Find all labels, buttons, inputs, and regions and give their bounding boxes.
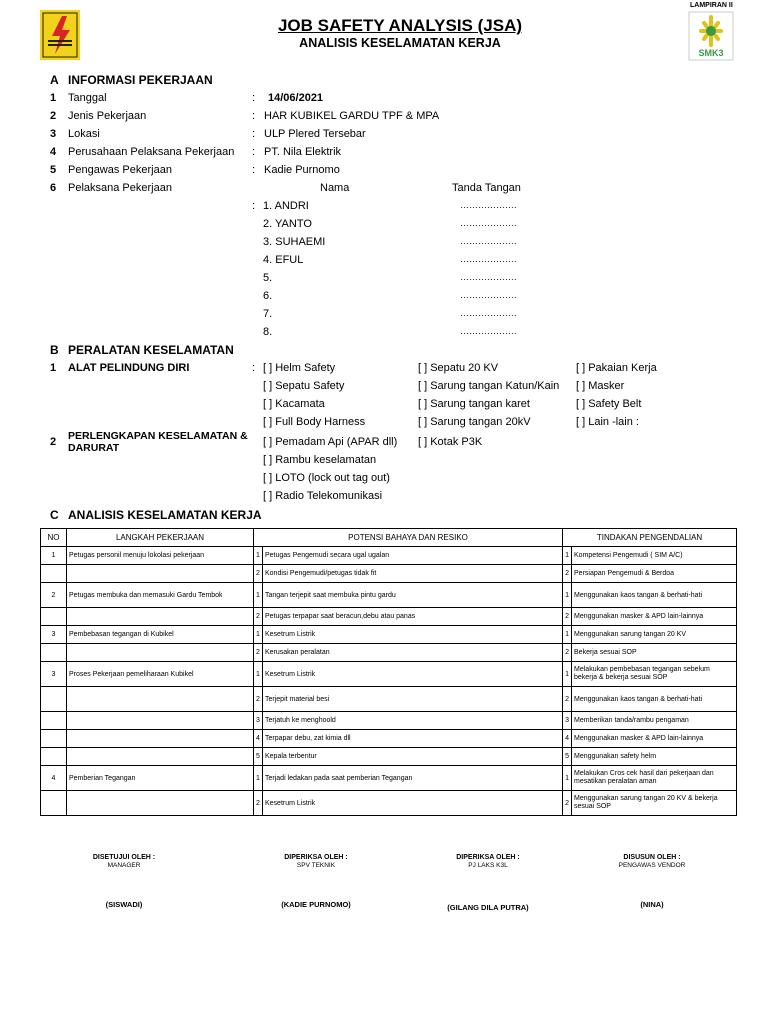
signature-role: PENGAWAS VENDOR: [618, 862, 686, 869]
section-c-title: ANALISIS KESELAMATAN KERJA: [68, 508, 262, 522]
step-cell: Petugas personil menuju lokolasi pekerjaan: [67, 547, 254, 565]
apd-number: 1: [50, 362, 57, 374]
worker-name: 5.: [263, 272, 273, 284]
control-number: 1: [563, 626, 572, 644]
perlengkapan-checkbox-item: [ ] Rambu keselamatan: [263, 454, 377, 466]
info-value: ULP Plered Tersebar: [264, 128, 366, 140]
step-cell: [67, 730, 254, 748]
step-cell: [67, 687, 254, 712]
info-colon: :: [252, 164, 256, 176]
perlengkapan-number: 2: [50, 436, 57, 448]
step-cell: Pembebasan tegangan di Kubikel: [67, 626, 254, 644]
info-label: Lokasi: [68, 128, 100, 140]
hazard-cell: Petugas Pengemudi secara ugal ugalan: [263, 547, 563, 565]
info-value: PT. Nila Elektrik: [264, 146, 342, 158]
hazard-cell: Kesetrum Listrik: [263, 626, 563, 644]
table-row: [41, 748, 737, 766]
control-cell: Menggunakan sarung tangan 20 KV: [572, 626, 737, 644]
jsa-table: [40, 528, 737, 816]
signature-label: DIPERIKSA OLEH :: [456, 854, 520, 861]
control-number: 1: [563, 766, 572, 791]
perlengkapan-label-line1: PERLENGKAPAN KESELAMATAN &: [68, 430, 248, 442]
apd-colon: :: [252, 362, 256, 374]
apd-checkbox-item: [ ] Full Body Harness: [263, 416, 366, 428]
signature-label: DISUSUN OLEH :: [623, 854, 681, 861]
hazard-number: 2: [254, 687, 263, 712]
control-number: 2: [563, 791, 572, 816]
info-colon: :: [252, 146, 256, 158]
table-row: [41, 791, 737, 816]
worker-name: 3. SUHAEMI: [263, 236, 326, 248]
signature-role: PJ LAKS K3L: [468, 862, 508, 869]
control-cell: Menggunakan masker & APD lain-lainnya: [572, 608, 737, 626]
apd-checkbox-item: [ ] Lain -lain :: [576, 416, 639, 428]
hazard-cell: Kesetrum Listrik: [263, 791, 563, 816]
info-value: HAR KUBIKEL GARDU TPF & MPA: [264, 110, 440, 122]
apd-checkbox-item: [ ] Sarung tangan Katun/Kain: [418, 380, 560, 392]
worker-name: 6.: [263, 290, 273, 302]
hazard-number: 2: [254, 565, 263, 583]
hazard-cell: Terpapar debu, zat kimia dll: [263, 730, 563, 748]
info-number: 1: [50, 92, 57, 104]
signature-placeholder: ……………….: [460, 272, 517, 282]
hazard-cell: Terjatuh ke menghoold: [263, 712, 563, 730]
table-row: [41, 662, 737, 687]
section-a-letter: A: [50, 73, 59, 87]
control-cell: Melakukan pembebasan tegangan sebelum bekerja & bekerja sesuai SOP: [572, 662, 737, 687]
control-cell: Persiapan Pengemudi & Berdoa: [572, 565, 737, 583]
hazard-cell: Kerusakan peralatan: [263, 644, 563, 662]
info-number: 4: [50, 146, 57, 158]
row-number: [41, 687, 67, 712]
worker-name: 4. EFUL: [263, 254, 304, 266]
smk3-logo-text: SMK3: [698, 48, 724, 58]
lampiran-label: LAMPIRAN II: [690, 2, 733, 9]
hazard-number: 2: [254, 791, 263, 816]
hazard-cell: Petugas terpapar saat beracun,debu atau panas: [263, 608, 563, 626]
table-row: [41, 626, 737, 644]
control-number: 3: [563, 712, 572, 730]
control-cell: Kompetensi Pengemudi ( SIM A/C): [572, 547, 737, 565]
row-number: 3: [41, 662, 67, 687]
step-cell: [67, 608, 254, 626]
table-row: [41, 730, 737, 748]
table-row: [41, 565, 737, 583]
hazard-cell: Tangan terjepit saat membuka pintu gardu: [263, 583, 563, 608]
step-cell: [67, 791, 254, 816]
step-cell: Proses Pekerjaan pemeliharaan Kubikel: [67, 662, 254, 687]
pelaksana-label: Pelaksana Pekerjaan: [68, 182, 172, 194]
header-potensi: POTENSI BAHAYA DAN RESIKO: [254, 529, 563, 547]
info-colon: :: [252, 92, 256, 104]
step-cell: [67, 565, 254, 583]
info-colon: :: [252, 110, 256, 122]
hazard-number: 4: [254, 730, 263, 748]
signature-placeholder: ……………….: [460, 218, 517, 228]
row-number: 1: [41, 547, 67, 565]
worker-name: 2. YANTO: [263, 218, 312, 230]
row-number: 2: [41, 583, 67, 608]
info-label: Pengawas Pekerjaan: [68, 164, 172, 176]
row-number: [41, 644, 67, 662]
row-number: [41, 712, 67, 730]
column-header-tanda-tangan: Tanda Tangan: [452, 182, 521, 194]
table-row: [41, 583, 737, 608]
column-header-nama: Nama: [320, 182, 350, 194]
table-row: [41, 687, 737, 712]
info-colon: :: [252, 128, 256, 140]
header-langkah: LANGKAH PEKERJAAN: [67, 529, 254, 547]
hazard-number: 1: [254, 583, 263, 608]
apd-checkbox-item: [ ] Safety Belt: [576, 398, 642, 410]
row-number: 4: [41, 766, 67, 791]
control-number: 5: [563, 748, 572, 766]
pelaksana-number: 6: [50, 182, 57, 194]
table-row: [41, 547, 737, 565]
signature-placeholder: ……………….: [460, 254, 517, 264]
row-number: [41, 791, 67, 816]
table-header-row: [41, 529, 737, 547]
info-value: Kadie Purnomo: [264, 164, 340, 176]
hazard-number: 2: [254, 644, 263, 662]
hazard-number: 3: [254, 712, 263, 730]
apd-checkbox-item: [ ] Pakaian Kerja: [576, 362, 657, 374]
hazard-cell: Kepala terbentur: [263, 748, 563, 766]
table-row: [41, 712, 737, 730]
control-number: 1: [563, 547, 572, 565]
worker-name: 7.: [263, 308, 273, 320]
apd-checkbox-item: [ ] Sarung tangan karet: [418, 398, 530, 410]
apd-label: ALAT PELINDUNG DIRI: [68, 362, 190, 374]
table-row: [41, 766, 737, 791]
row-number: [41, 730, 67, 748]
perlengkapan-label-line2: DARURAT: [68, 442, 120, 454]
apd-checkbox-item: [ ] Sepatu Safety: [263, 380, 345, 392]
signature-label: DISETUJUI OLEH :: [92, 854, 156, 861]
hazard-number: 2: [254, 608, 263, 626]
section-b-letter: B: [50, 343, 59, 357]
signature-placeholder: ……………….: [460, 236, 517, 246]
signatory-name: (GILANG DILA PUTRA): [447, 903, 529, 912]
row-number: [41, 608, 67, 626]
step-cell: [67, 644, 254, 662]
control-number: 2: [563, 687, 572, 712]
hazard-number: 5: [254, 748, 263, 766]
info-number: 2: [50, 110, 57, 122]
step-cell: Pemberian Tegangan: [67, 766, 254, 791]
row-number: [41, 748, 67, 766]
perlengkapan-checkbox-item: [ ] LOTO (lock out tag out): [263, 472, 390, 484]
signature-role: SPV TEKNIK: [296, 862, 336, 869]
hazard-number: 1: [254, 662, 263, 687]
signatory-name: (NINA): [640, 900, 664, 909]
hazard-cell: Kesetrum Listrik: [263, 662, 563, 687]
section-a-title: INFORMASI PEKERJAAN: [68, 73, 213, 87]
signature-placeholder: ……………….: [460, 200, 517, 210]
apd-checkbox-item: [ ] Kacamata: [263, 398, 325, 410]
info-number: 3: [50, 128, 57, 140]
control-cell: Menggunakan kaos tangan & berhati-hati: [572, 583, 737, 608]
header-no: NO: [41, 529, 67, 547]
section-c-letter: C: [50, 508, 59, 522]
signature-placeholder: ……………….: [460, 326, 517, 336]
control-cell: Menggunakan masker & APD lain-lainnya: [572, 730, 737, 748]
info-number: 5: [50, 164, 57, 176]
signatory-name: (SISWADI): [105, 900, 143, 909]
table-row: [41, 644, 737, 662]
document-title: JOB SAFETY ANALYSIS (JSA): [277, 16, 523, 35]
table-row: [41, 608, 737, 626]
hazard-number: 1: [254, 626, 263, 644]
signature-role: MANAGER: [107, 862, 141, 869]
row-number: 3: [41, 626, 67, 644]
control-cell: Melakukan Cros cek hasil dari pekerjaan dan mesatikan peralatan aman: [572, 766, 737, 791]
signatory-name: (KADIE PURNOMO): [281, 900, 351, 909]
worker-name: 8.: [263, 326, 273, 338]
control-cell: Menggunakan sarung tangan 20 KV & bekerja sesuai SOP: [572, 791, 737, 816]
apd-checkbox-item: [ ] Helm Safety: [263, 362, 336, 374]
control-number: 2: [563, 565, 572, 583]
control-cell: Memberikan tanda/rambu pengaman: [572, 712, 737, 730]
signature-placeholder: ……………….: [460, 308, 517, 318]
hazard-number: 1: [254, 766, 263, 791]
document-subtitle: ANALISIS KESELAMATAN KERJA: [299, 36, 501, 50]
hazard-cell: Terjadi ledakan pada saat pemberian Tegangan: [263, 766, 563, 791]
step-cell: [67, 748, 254, 766]
hazard-cell: Terjepit material besi: [263, 687, 563, 712]
perlengkapan-checkbox-item: [ ] Pemadam Api (APAR dll): [263, 436, 398, 448]
control-number: 2: [563, 608, 572, 626]
row-number: [41, 565, 67, 583]
header-tindakan: TINDAKAN PENGENDALIAN: [563, 529, 737, 547]
control-number: 4: [563, 730, 572, 748]
control-cell: Bekerja sesuai SOP: [572, 644, 737, 662]
hazard-number: 1: [254, 547, 263, 565]
worker-name: 1. ANDRI: [263, 200, 309, 212]
hazard-cell: Kondisi Pengemudi/petugas tidak fit: [263, 565, 563, 583]
info-label: Perusahaan Pelaksana Pekerjaan: [68, 146, 235, 158]
apd-checkbox-item: [ ] Sarung tangan 20kV: [418, 416, 531, 428]
control-number: 1: [563, 662, 572, 687]
step-cell: [67, 712, 254, 730]
info-label: Tanggal: [68, 92, 107, 104]
control-cell: Menggunakan safety helm: [572, 748, 737, 766]
info-value: 14/06/2021: [268, 92, 324, 104]
perlengkapan-checkbox-item: [ ] Radio Telekomunikasi: [263, 490, 383, 502]
control-number: 2: [563, 644, 572, 662]
pelaksana-colon: :: [252, 200, 256, 212]
apd-checkbox-item: [ ] Masker: [576, 380, 625, 392]
signature-placeholder: ……………….: [460, 290, 517, 300]
step-cell: Petugas membuka dan memasuki Gardu Tembok: [67, 583, 254, 608]
apd-checkbox-item: [ ] Sepatu 20 KV: [418, 362, 499, 374]
perlengkapan-checkbox-item: [ ] Kotak P3K: [418, 436, 483, 448]
info-label: Jenis Pekerjaan: [68, 110, 147, 122]
control-cell: Menggunakan kaos tangan & berhati-hati: [572, 687, 737, 712]
control-number: 1: [563, 583, 572, 608]
signature-label: DIPERIKSA OLEH :: [284, 854, 348, 861]
section-b-title: PERALATAN KESELAMATAN: [68, 343, 234, 357]
